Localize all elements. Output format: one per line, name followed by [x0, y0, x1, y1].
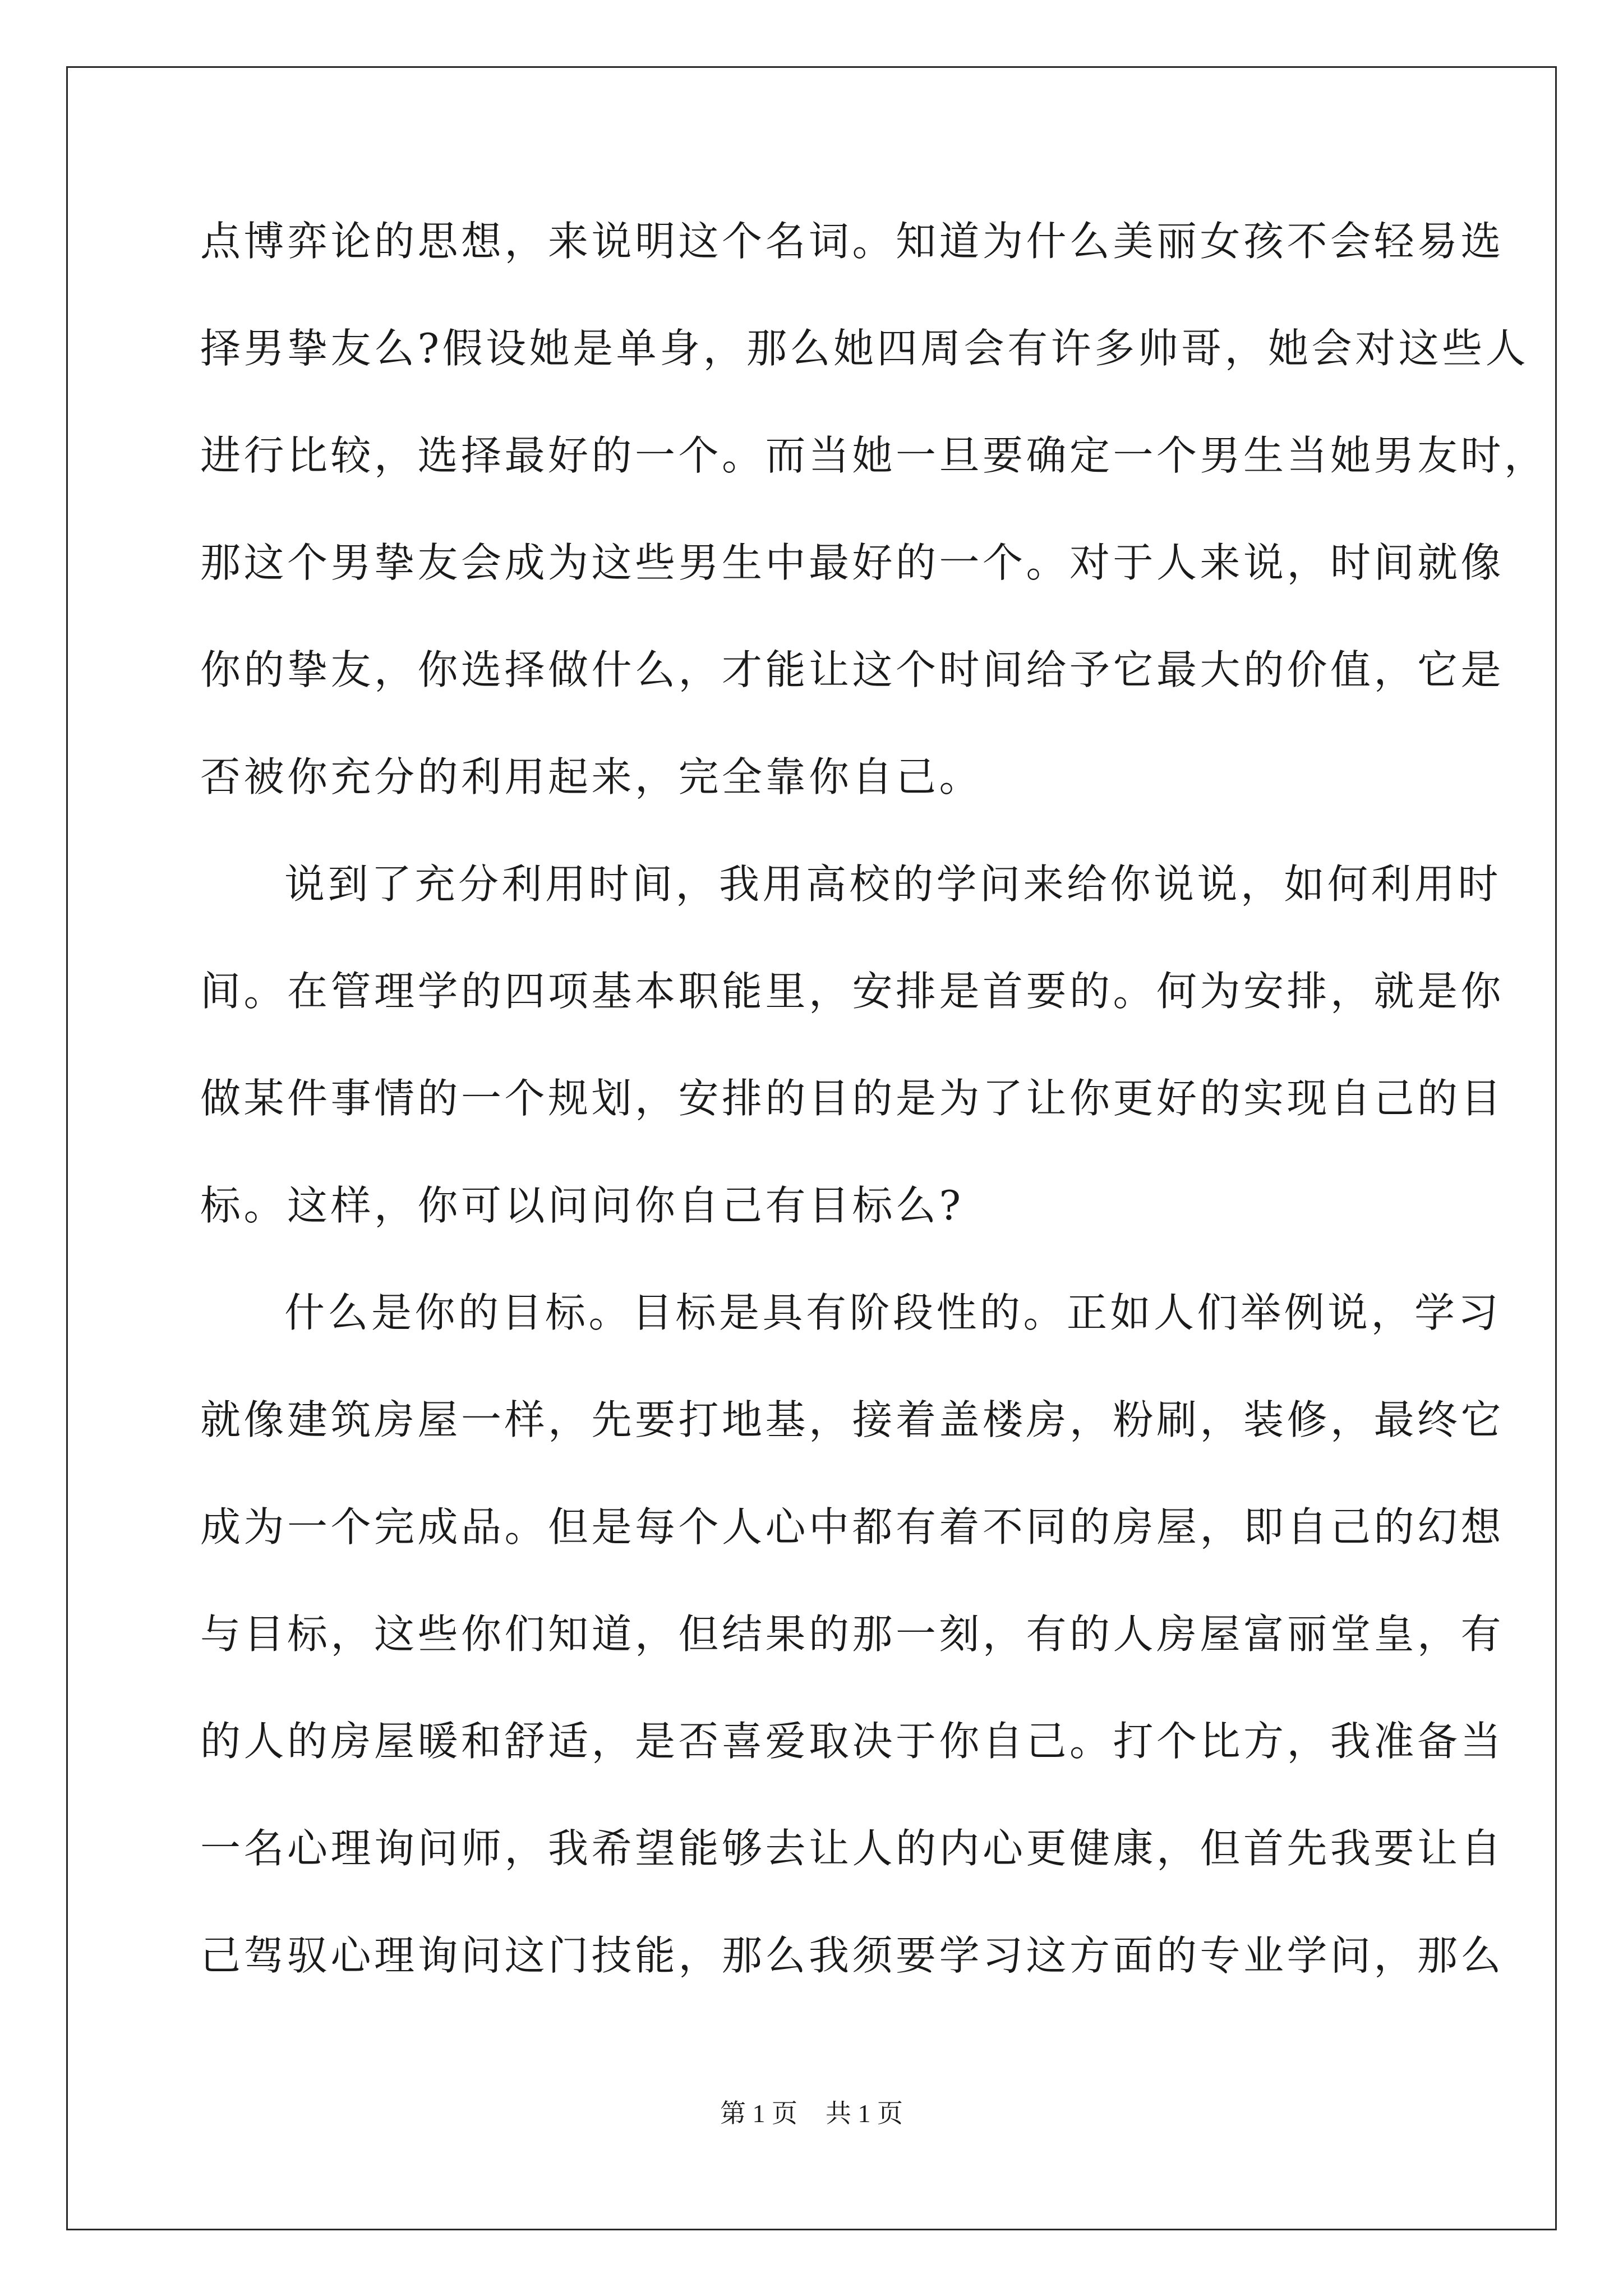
text-line: 标。这样，你可以问问你自己有目标么?	[200, 1182, 964, 1229]
text-line: 做某件事情的一个规划，安排的目的是为了让你更好的实现自己的目	[200, 1075, 1505, 1122]
text-line: 己驾驭心理询问这门技能，那么我须要学习这方面的专业学问，那么	[200, 1932, 1505, 1979]
text-line: 择男挚友么?假设她是单身，那么她四周会有许多帅哥，她会对这些人	[200, 325, 1529, 372]
text-line: 与目标，这些你们知道，但结果的那一刻，有的人房屋富丽堂皇，有	[200, 1611, 1505, 1658]
text-line: 成为一个完成品。但是每个人心中都有着不同的房屋，即自己的幻想	[200, 1503, 1505, 1550]
text-line: 你的挚友，你选择做什么，才能让这个时间给予它最大的价值，它是	[200, 646, 1505, 693]
page-footer	[0, 2097, 1623, 2131]
document-body	[200, 208, 1548, 2029]
text-line: 的人的房屋暖和舒适，是否喜爱取决于你自己。打个比方，我准备当	[200, 1718, 1505, 1765]
text-line: 否被你充分的利用起来，完全靠你自己。	[200, 753, 983, 800]
page-number-total: 共 1 页	[826, 2099, 903, 2128]
text-line: 那这个男挚友会成为这些男生中最好的一个。对于人来说，时间就像	[200, 539, 1505, 586]
text-line: 一名心理询问师，我希望能够去让人的内心更健康，但首先我要让自	[200, 1825, 1505, 1872]
text-line: 点博弈论的思想，来说明这个名词。知道为什么美丽女孩不会轻易选	[200, 218, 1505, 265]
text-line: 间。在管理学的四项基本职能里，安排是首要的。何为安排，就是你	[200, 968, 1505, 1015]
text-line: 就像建筑房屋一样，先要打地基，接着盖楼房，粉刷，装修，最终它	[200, 1396, 1505, 1443]
page-number-current: 第 1 页	[720, 2099, 797, 2128]
text-line: 什么是你的目标。目标是具有阶段性的。正如人们举例说，学习	[284, 1289, 1502, 1336]
text-line: 进行比较，选择最好的一个。而当她一旦要确定一个男生当她男友时，	[200, 432, 1548, 479]
text-line: 说到了充分利用时间，我用高校的学问来给你说说，如何利用时	[284, 861, 1502, 908]
